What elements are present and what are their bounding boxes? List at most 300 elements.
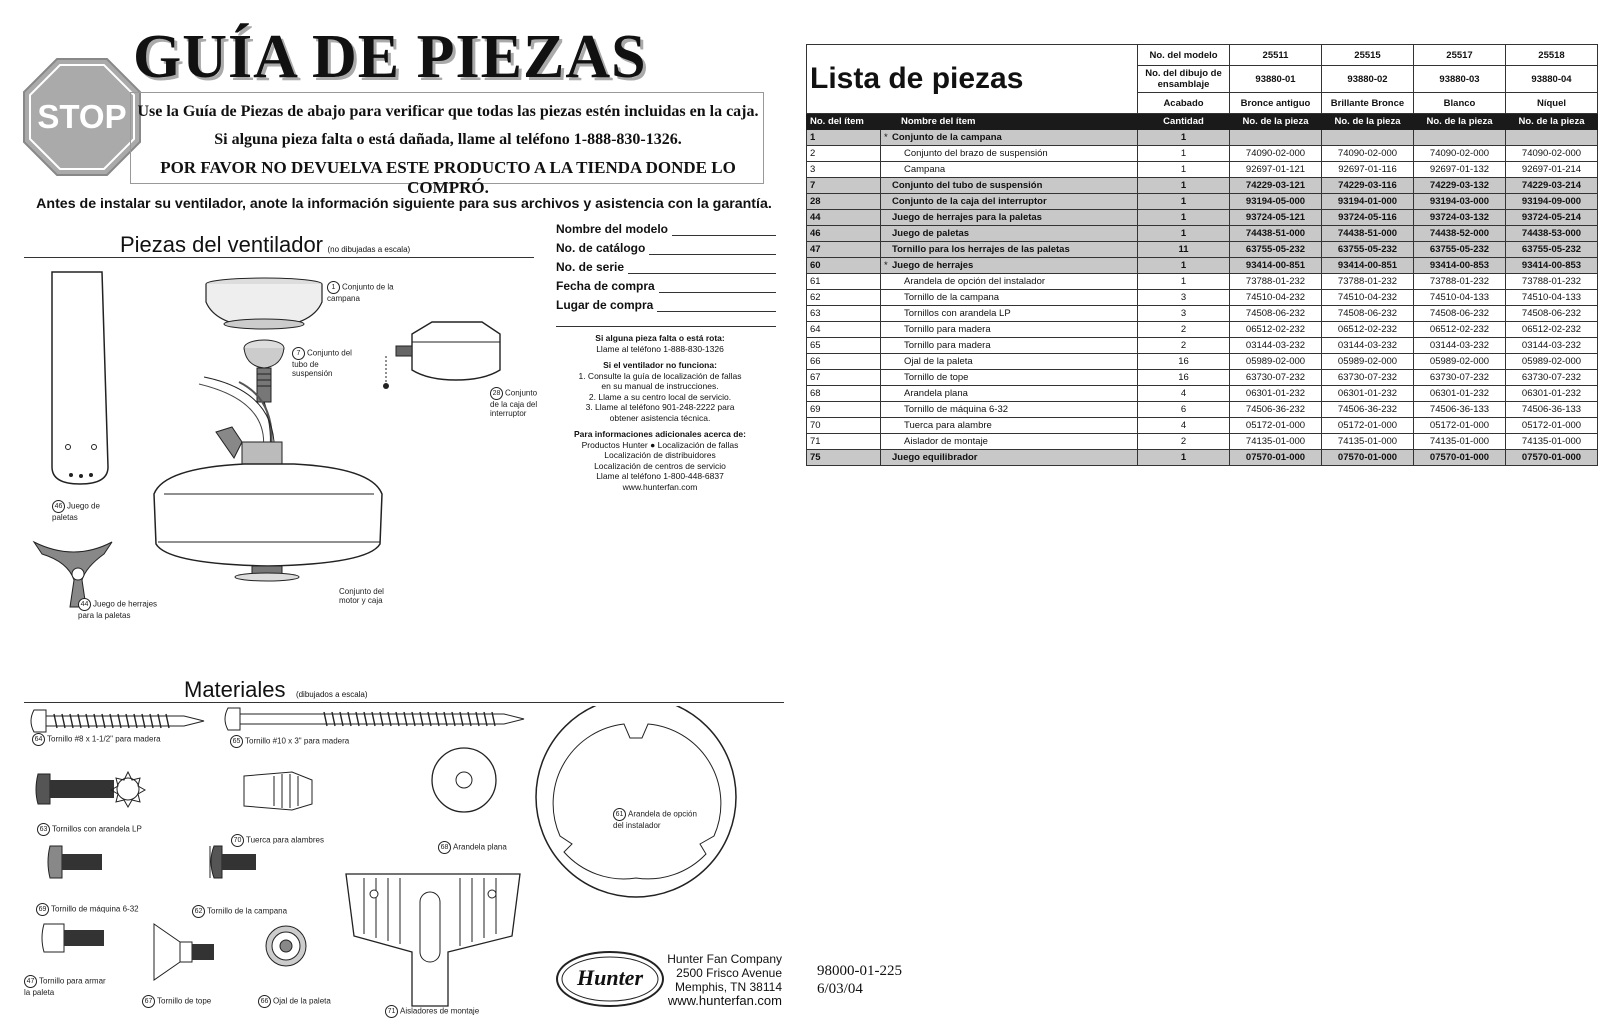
field-catalog-number-label: No. de catálogo [556, 241, 646, 255]
part-number: 74090-02-000 [1322, 146, 1414, 162]
item-name: Juego de herrajes [892, 260, 974, 271]
part-number: 93724-03-132 [1414, 210, 1506, 226]
part-number: 07570-01-000 [1414, 450, 1506, 466]
callout-blades-num: 46 [52, 500, 65, 513]
part-number: 73788-01-232 [1322, 274, 1414, 290]
callout-68-text: Arandela plana [453, 842, 507, 852]
callout-blades-text: Juego de paletas [52, 501, 100, 522]
item-name: Juego equilibrador [892, 452, 978, 463]
part-number: 73788-01-232 [1230, 274, 1322, 290]
callout-62-text: Tornillo de la campana [207, 906, 288, 916]
field-model-name[interactable] [556, 222, 776, 236]
part-number: 05172-01-000 [1506, 418, 1598, 434]
item-name: Tornillo para madera [904, 324, 991, 335]
item-quantity: 16 [1138, 370, 1230, 386]
callout-66-text: Ojal de la paleta [273, 996, 331, 1006]
item-quantity: 11 [1138, 242, 1230, 258]
item-number: 68 [807, 386, 881, 402]
materials-title: Materiales [184, 677, 286, 702]
item-name-cell [881, 242, 1138, 258]
item-name: Juego de herrajes para la paletas [892, 212, 1042, 223]
part-number: 03144-03-232 [1230, 338, 1322, 354]
part-number [1506, 130, 1598, 146]
callout-64-text: Tornillo #8 x 1-1/2" para madera [47, 734, 161, 744]
callout-71-text: Aisladores de montaje [400, 1006, 480, 1016]
help-notwork-line: 2. Llame a su centro local de servicio. [588, 391, 732, 402]
fan-parts-rule [24, 257, 534, 258]
item-name-cell [881, 386, 1138, 402]
part-number [1414, 130, 1506, 146]
item-name-cell [881, 274, 1138, 290]
item-quantity: 4 [1138, 386, 1230, 402]
callout-machine-screw-69 [36, 903, 156, 916]
table-row [807, 386, 1598, 402]
item-name-cell [881, 178, 1138, 194]
callout-mounting-isolators-71 [385, 1005, 505, 1018]
record-note: Antes de instalar su ventilador, anote la información siguiente para sus archivos y asistencia con la garantía. [36, 196, 772, 212]
part-number: 74229-03-116 [1322, 178, 1414, 194]
part-number: 93414-00-851 [1322, 258, 1414, 274]
item-star: * [884, 260, 888, 271]
table-row [807, 162, 1598, 178]
part-number: 92697-01-121 [1230, 162, 1322, 178]
table-row [807, 178, 1598, 194]
model-number: 25515 [1322, 45, 1414, 66]
item-number: 64 [807, 322, 881, 338]
item-number: 66 [807, 354, 881, 370]
part-number: 93414-00-851 [1230, 258, 1322, 274]
callout-61-text: Arandela de opción del instalador [613, 809, 697, 830]
part-number: 74438-53-000 [1506, 226, 1598, 242]
part-number: 74506-36-232 [1230, 402, 1322, 418]
help-notwork-line: 1. Consulte la guía de localización de fallas [578, 370, 742, 381]
item-name: Conjunto del brazo de suspensión [904, 148, 1048, 159]
item-name-cell [881, 434, 1138, 450]
item-number: 2 [807, 146, 881, 162]
callout-68-num: 68 [438, 841, 451, 854]
col-header-item-name: Nombre del ítem [881, 114, 1138, 130]
part-number: 93194-09-000 [1506, 194, 1598, 210]
instruction-2: Si alguna pieza falta o está dañada, llame al teléfono 1-888-830-1326. [214, 131, 682, 148]
part-number: 74506-36-133 [1506, 402, 1598, 418]
field-catalog-number[interactable] [556, 241, 776, 255]
item-name-cell [881, 306, 1138, 322]
table-row [807, 338, 1598, 354]
part-number: 63730-07-232 [1230, 370, 1322, 386]
item-name: Conjunto de la campana [892, 132, 1002, 143]
callout-canopy-text: Conjunto de la campana [327, 282, 394, 303]
item-name: Campana [904, 164, 946, 175]
part-number: 74510-04-232 [1322, 290, 1414, 306]
part-number: 03144-03-232 [1506, 338, 1598, 354]
finish-name: Blanco [1414, 93, 1506, 114]
part-number: 06301-01-232 [1414, 386, 1506, 402]
part-number: 73788-01-232 [1506, 274, 1598, 290]
callout-65-num: 65 [230, 735, 243, 748]
callout-installer-washer-61 [613, 808, 709, 830]
callout-wire-nut-70 [231, 834, 361, 847]
field-purchase-date[interactable] [556, 279, 776, 293]
item-name: Tornillo para los herrajes de las paletas [892, 244, 1070, 255]
parts-list-title: Lista de piezas [810, 62, 1024, 95]
part-number: 05989-02-000 [1414, 354, 1506, 370]
item-quantity: 1 [1138, 450, 1230, 466]
part-number: 05172-01-000 [1322, 418, 1414, 434]
item-number: 60 [807, 258, 881, 274]
item-name: Arandela de opción del instalador [904, 276, 1046, 287]
item-quantity: 1 [1138, 274, 1230, 290]
part-number: 93194-05-000 [1230, 194, 1322, 210]
part-number: 07570-01-000 [1322, 450, 1414, 466]
part-number: 74135-01-000 [1322, 434, 1414, 450]
item-name-cell [881, 210, 1138, 226]
document-number-block [817, 962, 902, 998]
table-row [807, 226, 1598, 242]
item-quantity: 4 [1138, 418, 1230, 434]
item-quantity: 1 [1138, 226, 1230, 242]
part-number: 63755-05-232 [1322, 242, 1414, 258]
item-quantity: 2 [1138, 434, 1230, 450]
callout-downrod-text: Conjunto del tubo de suspensión [292, 348, 352, 378]
finish-name: Brillante Bronce [1322, 93, 1414, 114]
company-website[interactable]: www.hunterfan.com [667, 993, 782, 1008]
item-number: 65 [807, 338, 881, 354]
item-name: Aislador de montaje [904, 436, 988, 447]
col-header-part-no: No. de la pieza [1322, 114, 1414, 130]
item-name: Conjunto de la caja del interruptor [892, 196, 1047, 207]
fan-parts-title: Piezas del ventilador [120, 232, 324, 257]
parts-list-title-cell [807, 45, 1138, 114]
item-name: Tornillo de máquina 6-32 [904, 404, 1009, 415]
table-row [807, 322, 1598, 338]
item-name-cell [881, 354, 1138, 370]
help-missing-title: Si alguna pieza falta o está rota: [595, 333, 725, 343]
item-name-cell [881, 402, 1138, 418]
item-number: 47 [807, 242, 881, 258]
item-name: Tornillo de tope [904, 372, 969, 383]
part-number: 74135-01-000 [1414, 434, 1506, 450]
part-number: 74510-04-232 [1230, 290, 1322, 306]
callout-flat-washer-68 [438, 841, 538, 854]
item-number: 67 [807, 370, 881, 386]
fan-parts-drawing [24, 262, 544, 637]
item-number: 7 [807, 178, 881, 194]
part-number: 63755-05-232 [1506, 242, 1598, 258]
callout-blade-irons [78, 598, 170, 620]
item-quantity: 1 [1138, 194, 1230, 210]
field-model-name-label: Nombre del modelo [556, 222, 669, 236]
item-number: 46 [807, 226, 881, 242]
item-name: Tornillo para madera [904, 340, 991, 351]
item-name-cell [881, 130, 1138, 146]
part-number: 74510-04-133 [1414, 290, 1506, 306]
item-quantity: 3 [1138, 306, 1230, 322]
part-number: 92697-01-116 [1322, 162, 1414, 178]
help-info-title: Para informaciones adicionales acerca de: [574, 429, 746, 439]
item-quantity: 1 [1138, 210, 1230, 226]
item-quantity: 1 [1138, 178, 1230, 194]
table-row [807, 290, 1598, 306]
callout-canopy-num: 1 [327, 281, 340, 294]
item-name: Tornillo de la campana [904, 292, 1000, 303]
item-quantity: 1 [1138, 146, 1230, 162]
column-header-row [807, 114, 1598, 130]
part-number: 63730-07-232 [1506, 370, 1598, 386]
item-number: 63 [807, 306, 881, 322]
drawing-number: 93880-01 [1230, 66, 1322, 93]
item-name: Conjunto del tubo de suspensión [892, 180, 1043, 191]
part-number: 05989-02-000 [1322, 354, 1414, 370]
instruction-3: POR FAVOR NO DEVUELVA ESTE PRODUCTO A LA TIENDA DONDE LO COMPRÓ. [160, 158, 736, 197]
col-header-quantity: Cantidad [1138, 114, 1230, 130]
page-title: GUÍA DE PIEZAS [133, 23, 647, 91]
callout-69-num: 69 [36, 903, 49, 916]
item-quantity: 1 [1138, 162, 1230, 178]
part-number: 07570-01-000 [1506, 450, 1598, 466]
callout-70-text: Tuerca para alambres [246, 835, 324, 845]
part-number: 05989-02-000 [1506, 354, 1598, 370]
part-number: 07570-01-000 [1230, 450, 1322, 466]
table-row [807, 434, 1598, 450]
help-notwork-line: obtener asistencia técnica. [609, 412, 711, 423]
help-info-line: Localización de centros de servicio [594, 460, 726, 471]
callout-47-num: 47 [24, 975, 37, 988]
table-row [807, 210, 1598, 226]
col-header-part-no: No. de la pieza [1506, 114, 1598, 130]
help-info-line: Llame al teléfono 1-800-448-6837 [596, 471, 724, 481]
part-number: 93724-05-116 [1322, 210, 1414, 226]
part-number: 74229-03-214 [1506, 178, 1598, 194]
callout-lp-screws-63 [37, 823, 177, 836]
item-number: 62 [807, 290, 881, 306]
help-missing-text: Llame al teléfono 1-888-830-1326 [596, 343, 724, 354]
part-number: 93414-00-853 [1414, 258, 1506, 274]
table-row [807, 418, 1598, 434]
callout-71-num: 71 [385, 1005, 398, 1018]
materials-heading [184, 677, 368, 703]
part-number: 03144-03-232 [1414, 338, 1506, 354]
drawing-number: 93880-04 [1506, 66, 1598, 93]
part-number: 06301-01-232 [1506, 386, 1598, 402]
callout-downrod-num: 7 [292, 347, 305, 360]
callout-64-num: 64 [32, 733, 45, 746]
item-number: 3 [807, 162, 881, 178]
part-number: 74506-36-133 [1414, 402, 1506, 418]
part-number: 93414-00-853 [1506, 258, 1598, 274]
field-serial-number[interactable] [556, 260, 776, 274]
drawing-label: No. del dibujo de ensamblaje [1138, 66, 1230, 93]
part-number: 74229-03-121 [1230, 178, 1322, 194]
part-number: 74438-51-000 [1322, 226, 1414, 242]
part-number: 63755-05-232 [1414, 242, 1506, 258]
help-info-line: Localización de distribuidores [604, 450, 716, 460]
help-notwork-title: Si el ventilador no funciona: [603, 360, 717, 370]
document-number: 98000-01-225 [817, 963, 902, 979]
callout-blade-irons-num: 44 [78, 598, 91, 611]
part-number: 93194-03-000 [1414, 194, 1506, 210]
item-name-cell [881, 146, 1138, 162]
col-header-part-no: No. de la pieza [1414, 114, 1506, 130]
hunter-logo-text: Hunter [576, 965, 644, 990]
part-number: 74438-51-000 [1230, 226, 1322, 242]
item-name-cell [881, 226, 1138, 242]
part-number: 74508-06-232 [1230, 306, 1322, 322]
part-number: 74135-01-000 [1230, 434, 1322, 450]
part-number: 74135-01-000 [1506, 434, 1598, 450]
part-number: 05172-01-000 [1230, 418, 1322, 434]
callout-stop-screw-67 [142, 995, 242, 1008]
company-address [667, 952, 782, 1008]
parts-list-table [806, 44, 1598, 466]
part-number: 74090-02-000 [1230, 146, 1322, 162]
item-name: Tuerca para alambre [904, 420, 992, 431]
item-name: Juego de paletas [892, 228, 970, 239]
table-row [807, 130, 1598, 146]
callout-blades [52, 500, 112, 522]
item-quantity: 1 [1138, 130, 1230, 146]
part-number: 06512-02-232 [1414, 322, 1506, 338]
item-name-cell [881, 418, 1138, 434]
item-name-cell [881, 162, 1138, 178]
part-number: 63730-07-232 [1322, 370, 1414, 386]
fan-parts-note: (no dibujadas a escala) [327, 245, 411, 254]
part-number: 06512-02-232 [1506, 322, 1598, 338]
help-notwork-line: en su manual de instrucciones. [601, 381, 719, 391]
part-number: 93194-01-000 [1322, 194, 1414, 210]
item-name-cell [881, 290, 1138, 306]
table-row [807, 306, 1598, 322]
fan-parts-heading [120, 232, 410, 258]
instruction-1: Use la Guía de Piezas de abajo para verificar que todas las piezas estén incluidas en la caja. [137, 103, 759, 120]
callout-wood-screw-65 [230, 735, 410, 748]
callout-blade-screw-47 [24, 975, 114, 997]
callout-wood-screw-64 [32, 733, 212, 746]
company-city: Memphis, TN 38114 [675, 980, 782, 994]
item-quantity: 3 [1138, 290, 1230, 306]
part-number: 74090-02-000 [1414, 146, 1506, 162]
table-row [807, 146, 1598, 162]
item-quantity: 1 [1138, 258, 1230, 274]
table-row [807, 354, 1598, 370]
callout-canopy-screw-62 [192, 905, 312, 918]
callout-switch-housing-text: Conjunto de la caja del interruptor [490, 388, 538, 418]
item-quantity: 16 [1138, 354, 1230, 370]
callout-66-num: 66 [258, 995, 271, 1008]
callout-69-text: Tornillo de máquina 6-32 [51, 904, 139, 914]
callout-downrod [292, 347, 358, 378]
part-number: 05172-01-000 [1414, 418, 1506, 434]
callout-63-num: 63 [37, 823, 50, 836]
item-name-cell [881, 338, 1138, 354]
table-row [807, 370, 1598, 386]
callout-blade-irons-text: Juego de herrajes para la paletas [78, 599, 158, 620]
help-info-line: www.hunterfan.com [622, 481, 698, 492]
document-date: 6/03/04 [817, 981, 863, 997]
help-notwork-line: 3. Llame al teléfono 901-248-2222 para [585, 402, 735, 412]
item-number: 75 [807, 450, 881, 466]
part-number: 06301-01-232 [1230, 386, 1322, 402]
part-number: 74090-02-000 [1506, 146, 1598, 162]
callout-47-text: Tornillo para armar la paleta [24, 976, 106, 997]
item-star: * [884, 132, 888, 143]
part-number: 06512-02-232 [1230, 322, 1322, 338]
model-number: 25511 [1230, 45, 1322, 66]
part-number: 03144-03-232 [1322, 338, 1414, 354]
company-street: 2500 Frisco Avenue [676, 966, 782, 980]
item-quantity: 2 [1138, 338, 1230, 354]
part-number: 93724-05-214 [1506, 210, 1598, 226]
field-purchase-place[interactable] [556, 298, 776, 312]
part-number: 93724-05-121 [1230, 210, 1322, 226]
col-header-part-no: No. de la pieza [1230, 114, 1322, 130]
item-quantity: 2 [1138, 322, 1230, 338]
part-number [1322, 130, 1414, 146]
item-name-cell [881, 258, 1138, 274]
part-number: 92697-01-214 [1506, 162, 1598, 178]
item-quantity: 6 [1138, 402, 1230, 418]
field-purchase-date-label: Fecha de compra [556, 279, 655, 293]
item-number: 70 [807, 418, 881, 434]
help-box [560, 333, 760, 492]
item-name: Tornillos con arandela LP [904, 308, 1011, 319]
callout-65-text: Tornillo #10 x 3" para madera [245, 736, 350, 746]
part-number: 06301-01-232 [1322, 386, 1414, 402]
form-rule [556, 326, 776, 327]
part-number: 74508-06-232 [1506, 306, 1598, 322]
item-number: 28 [807, 194, 881, 210]
table-row [807, 402, 1598, 418]
field-purchase-place-label: Lugar de compra [556, 298, 654, 312]
field-serial-number-label: No. de serie [556, 260, 625, 274]
item-name-cell [881, 450, 1138, 466]
item-name: Arandela plana [904, 388, 968, 399]
part-number: 06512-02-232 [1322, 322, 1414, 338]
drawing-number: 93880-02 [1322, 66, 1414, 93]
stop-label: STOP [37, 98, 127, 135]
callout-motor: Conjunto del motor y caja [339, 587, 384, 605]
company-name: Hunter Fan Company [667, 952, 782, 966]
item-number: 44 [807, 210, 881, 226]
table-row [807, 274, 1598, 290]
part-number: 05989-02-000 [1230, 354, 1322, 370]
part-number: 74508-06-232 [1414, 306, 1506, 322]
table-row [807, 450, 1598, 466]
callout-canopy [327, 281, 397, 303]
model-number: 25517 [1414, 45, 1506, 66]
callout-61-num: 61 [613, 808, 626, 821]
callout-62-num: 62 [192, 905, 205, 918]
item-number: 61 [807, 274, 881, 290]
col-header-item-no: No. del ítem [807, 114, 881, 130]
table-row [807, 194, 1598, 210]
part-number: 74508-06-232 [1322, 306, 1414, 322]
part-number: 73788-01-232 [1414, 274, 1506, 290]
callout-switch-housing [490, 387, 544, 418]
item-number: 69 [807, 402, 881, 418]
part-number: 63755-05-232 [1230, 242, 1322, 258]
part-number: 74229-03-132 [1414, 178, 1506, 194]
item-number: 1 [807, 130, 881, 146]
drawing-number: 93880-03 [1414, 66, 1506, 93]
callout-67-num: 67 [142, 995, 155, 1008]
part-number: 63730-07-232 [1414, 370, 1506, 386]
finish-name: Níquel [1506, 93, 1598, 114]
item-name: Ojal de la paleta [904, 356, 973, 367]
callout-70-num: 70 [231, 834, 244, 847]
callout-67-text: Tornillo de tope [157, 996, 212, 1006]
model-label: No. del modelo [1138, 45, 1230, 66]
item-name-cell [881, 370, 1138, 386]
